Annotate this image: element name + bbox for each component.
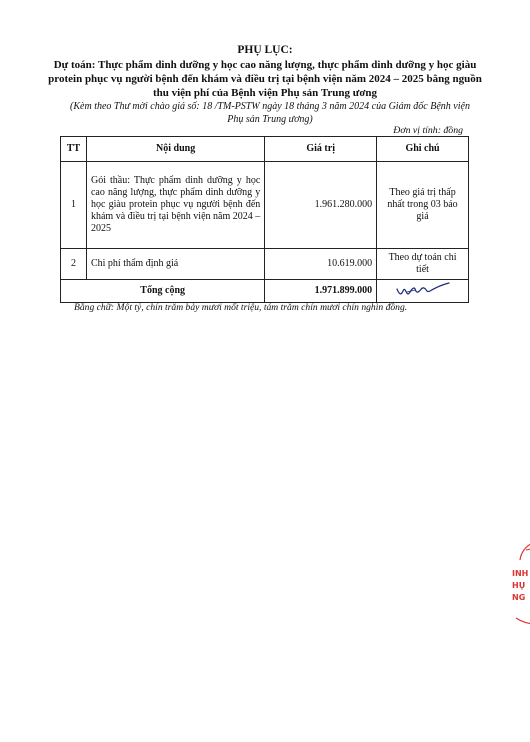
row-tt: 2 [61,249,87,280]
row-tt: 1 [61,162,87,249]
cost-table [60,136,469,303]
row-content: Chi phí thẩm định giá [86,249,264,280]
stamp-line-3: NG [512,593,526,602]
header-tt: TT [61,137,87,162]
header-content: Nội dung [86,137,264,162]
initial-signature [393,282,453,300]
initial-signature-cell [377,280,469,303]
stamp-line-1: INH [512,569,529,578]
total-value: 1.971.899.000 [265,280,377,303]
table-row [61,162,469,249]
reference-note: (Kèm theo Thư mời chào giá số: 18 /TM-PSTW ngày 18 tháng 3 năm 2024 của Giám đốc Bệnh viện Phụ sản Trung ương) [70,101,470,125]
table-header-row [61,137,469,162]
table-row [61,249,469,280]
total-label: Tổng cộng [61,280,265,303]
red-stamp-fragment [508,540,530,635]
amount-in-words: Bằng chữ: Một tỷ, chín trăm bảy mươi mốt triệu, tám trăm chín mươi chín nghìn đồng. [74,302,408,313]
document-heading [40,43,490,100]
document-subtitle: Dự toán: Thực phẩm dinh dưỡng y học cao năng lượng, thực phẩm dinh dưỡng y học giàu protein phục vụ người bệnh đến khám và điều trị tại bệnh viện năm 2024 – 2025 bằng nguồn thu viện phí của Bệnh viện Phụ sản Trung ương [48,59,482,99]
row-note: Theo dự toán chi tiết [377,249,469,280]
header-value: Giá trị [265,137,377,162]
row-value: 10.619.000 [265,249,377,280]
document-title: PHỤ LỤC: [237,44,293,56]
row-value: 1.961.280.000 [265,162,377,249]
row-note: Theo giá trị thấp nhất trong 03 báo giá [377,162,469,249]
unit-label: Đơn vị tính: đồng [393,125,463,136]
stamp-line-2: HỤ [512,581,526,590]
header-note: Ghi chú [377,137,469,162]
total-row [61,280,469,303]
row-content: Gói thầu: Thực phẩm dinh dưỡng y học cao năng lượng, thực phẩm dinh dưỡng y học giàu protein phục vụ người bệnh đến khám và điều trị tại bệnh viện năm 2024 – 2025 [86,162,264,249]
